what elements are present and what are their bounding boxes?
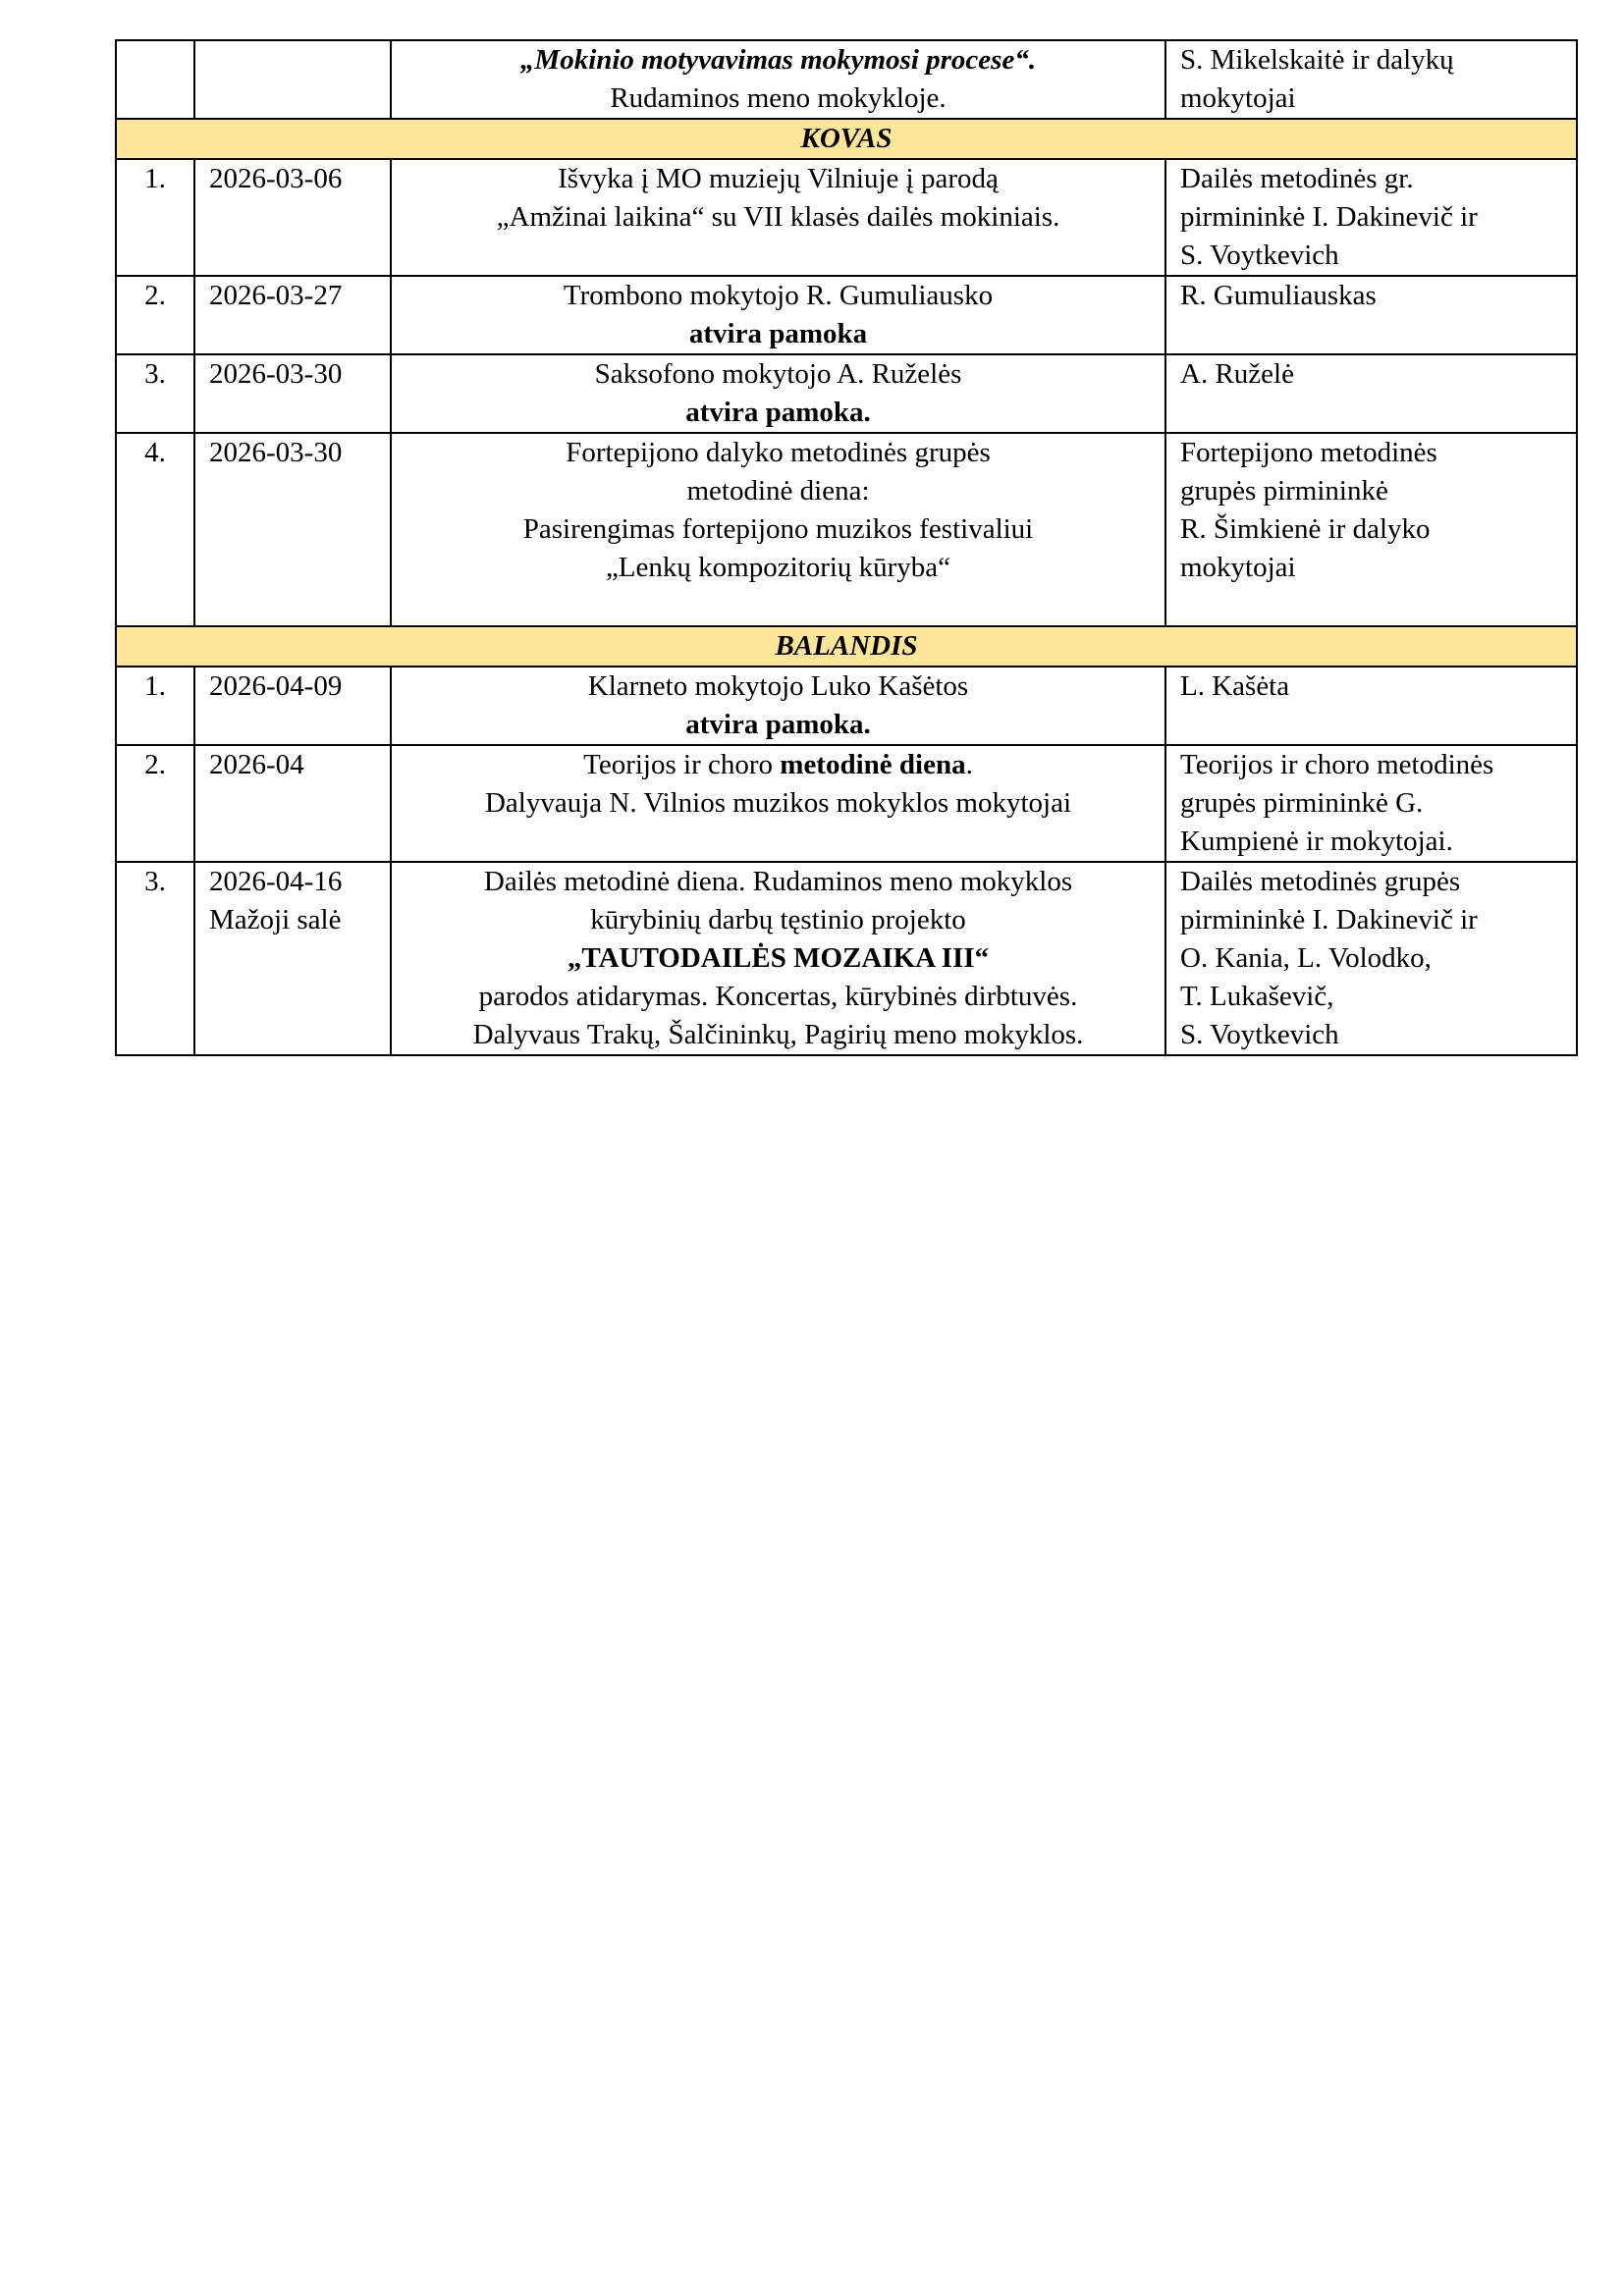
event-title: „Mokinio motyvavimas mokymosi procese“. — [519, 44, 1037, 76]
event-line: Klarneto mokytojo Luko Kašėtos — [587, 670, 969, 702]
date-cell: 2026-03-30 — [194, 354, 391, 433]
responsible-line: S. Voytkevich — [1180, 240, 1339, 271]
event-line: „Lenkų kompozitorių kūryba“ — [605, 552, 951, 583]
date-cell: 2026-04-09 — [194, 667, 391, 745]
table-row — [116, 433, 1577, 626]
event-emphasis: metodinė diena — [780, 749, 966, 780]
responsible-cell — [1165, 159, 1577, 276]
responsible-line: R. Gumuliauskas — [1180, 280, 1377, 311]
date-cell — [194, 862, 391, 1055]
event-line: Fortepijono dalyko metodinės grupės — [566, 437, 991, 468]
event-cell — [391, 433, 1165, 626]
month-header-row — [116, 119, 1577, 159]
event-line: Trombono mokytojo R. Gumuliausko — [563, 280, 994, 311]
event-line: Pasirengimas fortepijono muzikos festivaliui — [522, 513, 1034, 545]
event-emphasis: atvira pamoka. — [685, 709, 871, 740]
date-cell: 2026-04 — [194, 745, 391, 862]
event-line: „Amžinai laikina“ su VII klasės dailės mokiniais. — [496, 201, 1060, 233]
responsible-cell — [1165, 40, 1577, 119]
event-text: Teorijos ir choro — [583, 749, 781, 780]
responsible-line: A. Ruželė — [1180, 358, 1294, 390]
responsible-line: Dailės metodinės grupės — [1180, 866, 1461, 897]
event-cell — [391, 667, 1165, 745]
number-cell — [116, 40, 194, 119]
event-cell — [391, 40, 1165, 119]
responsible-line: L. Kašėta — [1180, 670, 1290, 702]
responsible-line: R. Šimkienė ir dalyko — [1180, 513, 1431, 545]
event-cell — [391, 862, 1165, 1055]
event-plan-table — [115, 39, 1578, 1056]
event-cell — [391, 276, 1165, 354]
number-cell: 2. — [116, 276, 194, 354]
event-cell — [391, 354, 1165, 433]
responsible-line: mokytojai — [1180, 552, 1296, 583]
responsible-cell — [1165, 276, 1577, 354]
table-row — [116, 159, 1577, 276]
responsible-line: S. Mikelskaitė ir dalykų — [1180, 44, 1454, 76]
responsible-line: Kumpienė ir mokytojai. — [1180, 826, 1453, 857]
responsible-line: pirmininkė I. Dakinevič ir — [1180, 201, 1478, 233]
event-line: kūrybinių darbų tęstinio projekto — [590, 904, 966, 935]
event-emphasis: „TAUTODAILĖS MOZAIKA III“ — [567, 942, 990, 974]
responsible-cell — [1165, 745, 1577, 862]
responsible-line: T. Lukaševič, — [1180, 981, 1334, 1012]
event-line: metodinė diena: — [686, 475, 870, 507]
event-line: Saksofono mokytojo A. Ruželės — [594, 358, 962, 390]
date-cell: 2026-03-27 — [194, 276, 391, 354]
responsible-line: S. Voytkevich — [1180, 1019, 1339, 1050]
table-row-continued — [116, 40, 1577, 119]
table-row — [116, 276, 1577, 354]
number-cell: 2. — [116, 745, 194, 862]
responsible-cell — [1165, 667, 1577, 745]
table-row — [116, 745, 1577, 862]
event-place: Mažoji salė — [209, 904, 342, 935]
table-row — [116, 862, 1577, 1055]
number-cell: 3. — [116, 862, 194, 1055]
event-emphasis: atvira pamoka. — [685, 397, 871, 428]
number-cell: 4. — [116, 433, 194, 626]
responsible-line: mokytojai — [1180, 82, 1296, 114]
event-line — [406, 746, 1151, 784]
event-line: parodos atidarymas. Koncertas, kūrybinės dirbtuvės. — [478, 981, 1078, 1012]
number-cell: 1. — [116, 159, 194, 276]
responsible-line: Dailės metodinės gr. — [1180, 163, 1414, 194]
number-cell: 3. — [116, 354, 194, 433]
responsible-cell — [1165, 354, 1577, 433]
event-line: Dalyvauja N. Vilnios muzikos mokyklos mokytojai — [484, 787, 1072, 819]
responsible-line: grupės pirmininkė — [1180, 475, 1388, 507]
responsible-line: Fortepijono metodinės — [1180, 437, 1437, 468]
event-line: Išvyka į MO muziejų Vilniuje į parodą — [558, 163, 999, 194]
responsible-line: grupės pirmininkė G. — [1180, 787, 1424, 819]
event-line: Dalyvaus Trakų, Šalčininkų, Pagirių meno mokyklos. — [472, 1019, 1084, 1050]
event-line: Rudaminos meno mokykloje. — [610, 82, 947, 114]
responsible-cell — [1165, 862, 1577, 1055]
responsible-line: Teorijos ir choro metodinės — [1180, 749, 1494, 780]
responsible-cell — [1165, 433, 1577, 626]
event-cell — [391, 745, 1165, 862]
month-header-row — [116, 626, 1577, 667]
event-emphasis: atvira pamoka — [688, 318, 868, 349]
event-text: . — [965, 749, 973, 780]
number-cell: 1. — [116, 667, 194, 745]
table-row — [116, 667, 1577, 745]
date-value: 2026-04-16 — [209, 866, 343, 897]
month-title: KOVAS — [116, 119, 1577, 159]
date-cell: 2026-03-30 — [194, 433, 391, 626]
responsible-line: pirmininkė I. Dakinevič ir — [1180, 904, 1478, 935]
event-line: Dailės metodinė diena. Rudaminos meno mokyklos — [483, 866, 1073, 897]
table-row — [116, 354, 1577, 433]
month-title: BALANDIS — [116, 626, 1577, 667]
event-cell — [391, 159, 1165, 276]
responsible-line: O. Kania, L. Volodko, — [1180, 942, 1432, 974]
date-cell — [194, 40, 391, 119]
date-cell: 2026-03-06 — [194, 159, 391, 276]
